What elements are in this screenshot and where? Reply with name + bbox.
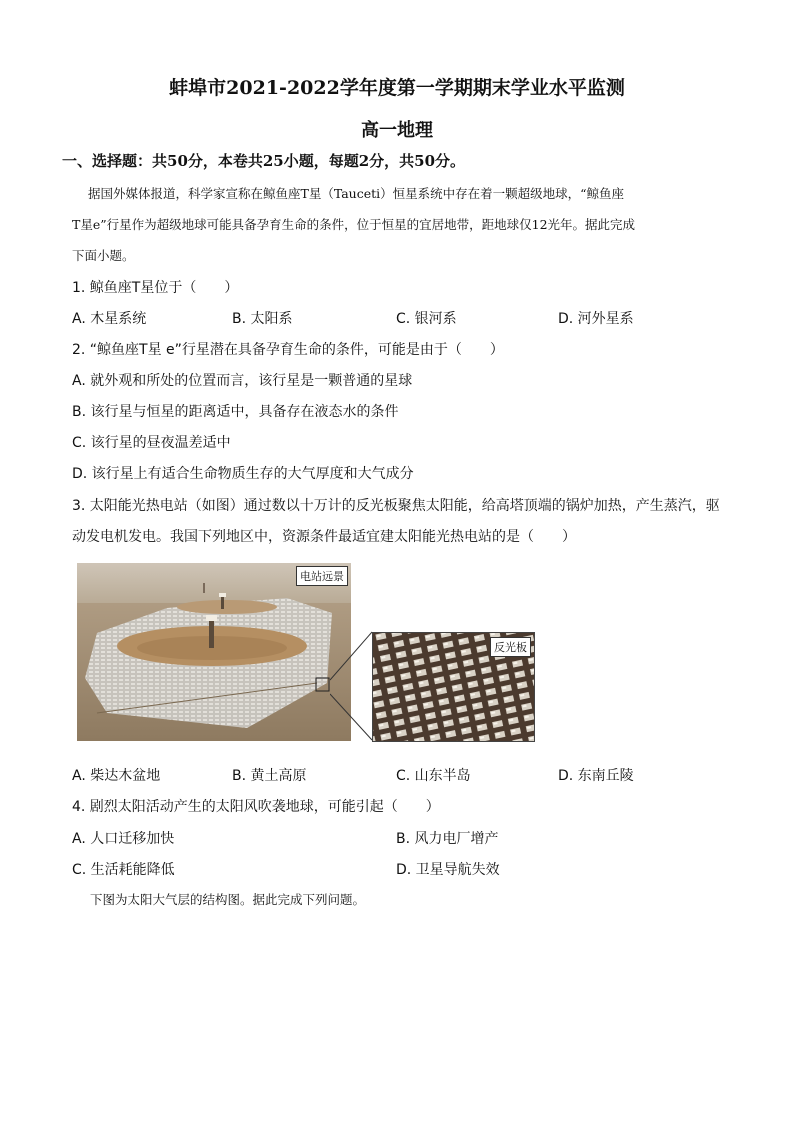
- q4-option-b: B. 风力电厂增产: [396, 831, 499, 847]
- page-subtitle: 高一地理: [361, 120, 433, 141]
- q3-stem-line1: 3. 太阳能光热电站（如图）通过数以十万计的反光板聚焦太阳能，给高塔顶端的锅炉加热，产生蒸汽，驱: [72, 498, 720, 514]
- page-title: 蚌埠市2021-2022学年度第一学期期末学业水平监测: [169, 77, 625, 99]
- q3-option-d: D. 东南丘陵: [558, 768, 634, 784]
- q4-option-d: D. 卫星导航失效: [396, 862, 500, 878]
- q2-option-b: B. 该行星与恒星的距离适中，具备存在液态水的条件: [72, 404, 399, 420]
- q3-option-c: C. 山东半岛: [396, 768, 471, 784]
- q4-stem: 4. 剧烈太阳活动产生的太阳风吹袭地球，可能引起（ ）: [72, 799, 440, 815]
- q2-option-a: A. 就外观和所处的位置而言，该行星是一颗普通的星球: [72, 373, 413, 389]
- q4-option-c: C. 生活耗能降低: [72, 862, 175, 878]
- q2-option-c: C. 该行星的昼夜温差适中: [72, 435, 231, 451]
- passage1-line1: 据国外媒体报道，科学家宣称在鲸鱼座T星（Tauceti）恒星系统中存在着一颗超级地球，“鲸鱼座: [88, 186, 625, 201]
- passage2: 下图为太阳大气层的结构图。据此完成下列问题。: [90, 892, 366, 907]
- q1-option-c: C. 银河系: [396, 311, 457, 327]
- solar-plant-photo: [77, 563, 351, 741]
- q2-option-d: D. 该行星上有适合生命物质生存的大气厚度和大气成分: [72, 466, 414, 482]
- q4-option-a: A. 人口迁移加快: [72, 831, 175, 847]
- solar-plant-illustration: [77, 563, 351, 741]
- q3-option-a: A. 柴达木盆地: [72, 768, 161, 784]
- q1-stem: 1. 鲸鱼座T星位于（ ）: [72, 280, 239, 296]
- q1-option-a: A. 木星系统: [72, 311, 147, 327]
- passage1-line2: T星e”行星作为超级地球可能具备孕育生命的条件，位于恒星的宜居地带，距地球仅12光年。据此完成: [72, 217, 636, 232]
- zoom-connector-lines: [330, 630, 374, 742]
- section-heading: 一、选择题：共50分，本卷共25小题，每题2分，共50分。: [62, 152, 466, 170]
- q1-option-b: B. 太阳系: [232, 311, 293, 327]
- label-power-station-view: 电站远景: [296, 566, 348, 586]
- q3-option-b: B. 黄土高原: [232, 768, 307, 784]
- q1-option-d: D. 河外星系: [558, 311, 634, 327]
- q3-stem-line2: 动发电机发电。我国下列地区中，资源条件最适宜建太阳能光热电站的是（ ）: [72, 529, 576, 545]
- q2-stem: 2. “鲸鱼座T星 e”行星潜在具备孕育生命的条件，可能是由于（ ）: [72, 342, 504, 358]
- label-reflector-panel: 反光板: [490, 637, 531, 657]
- passage1-line3: 下面小题。: [72, 248, 135, 263]
